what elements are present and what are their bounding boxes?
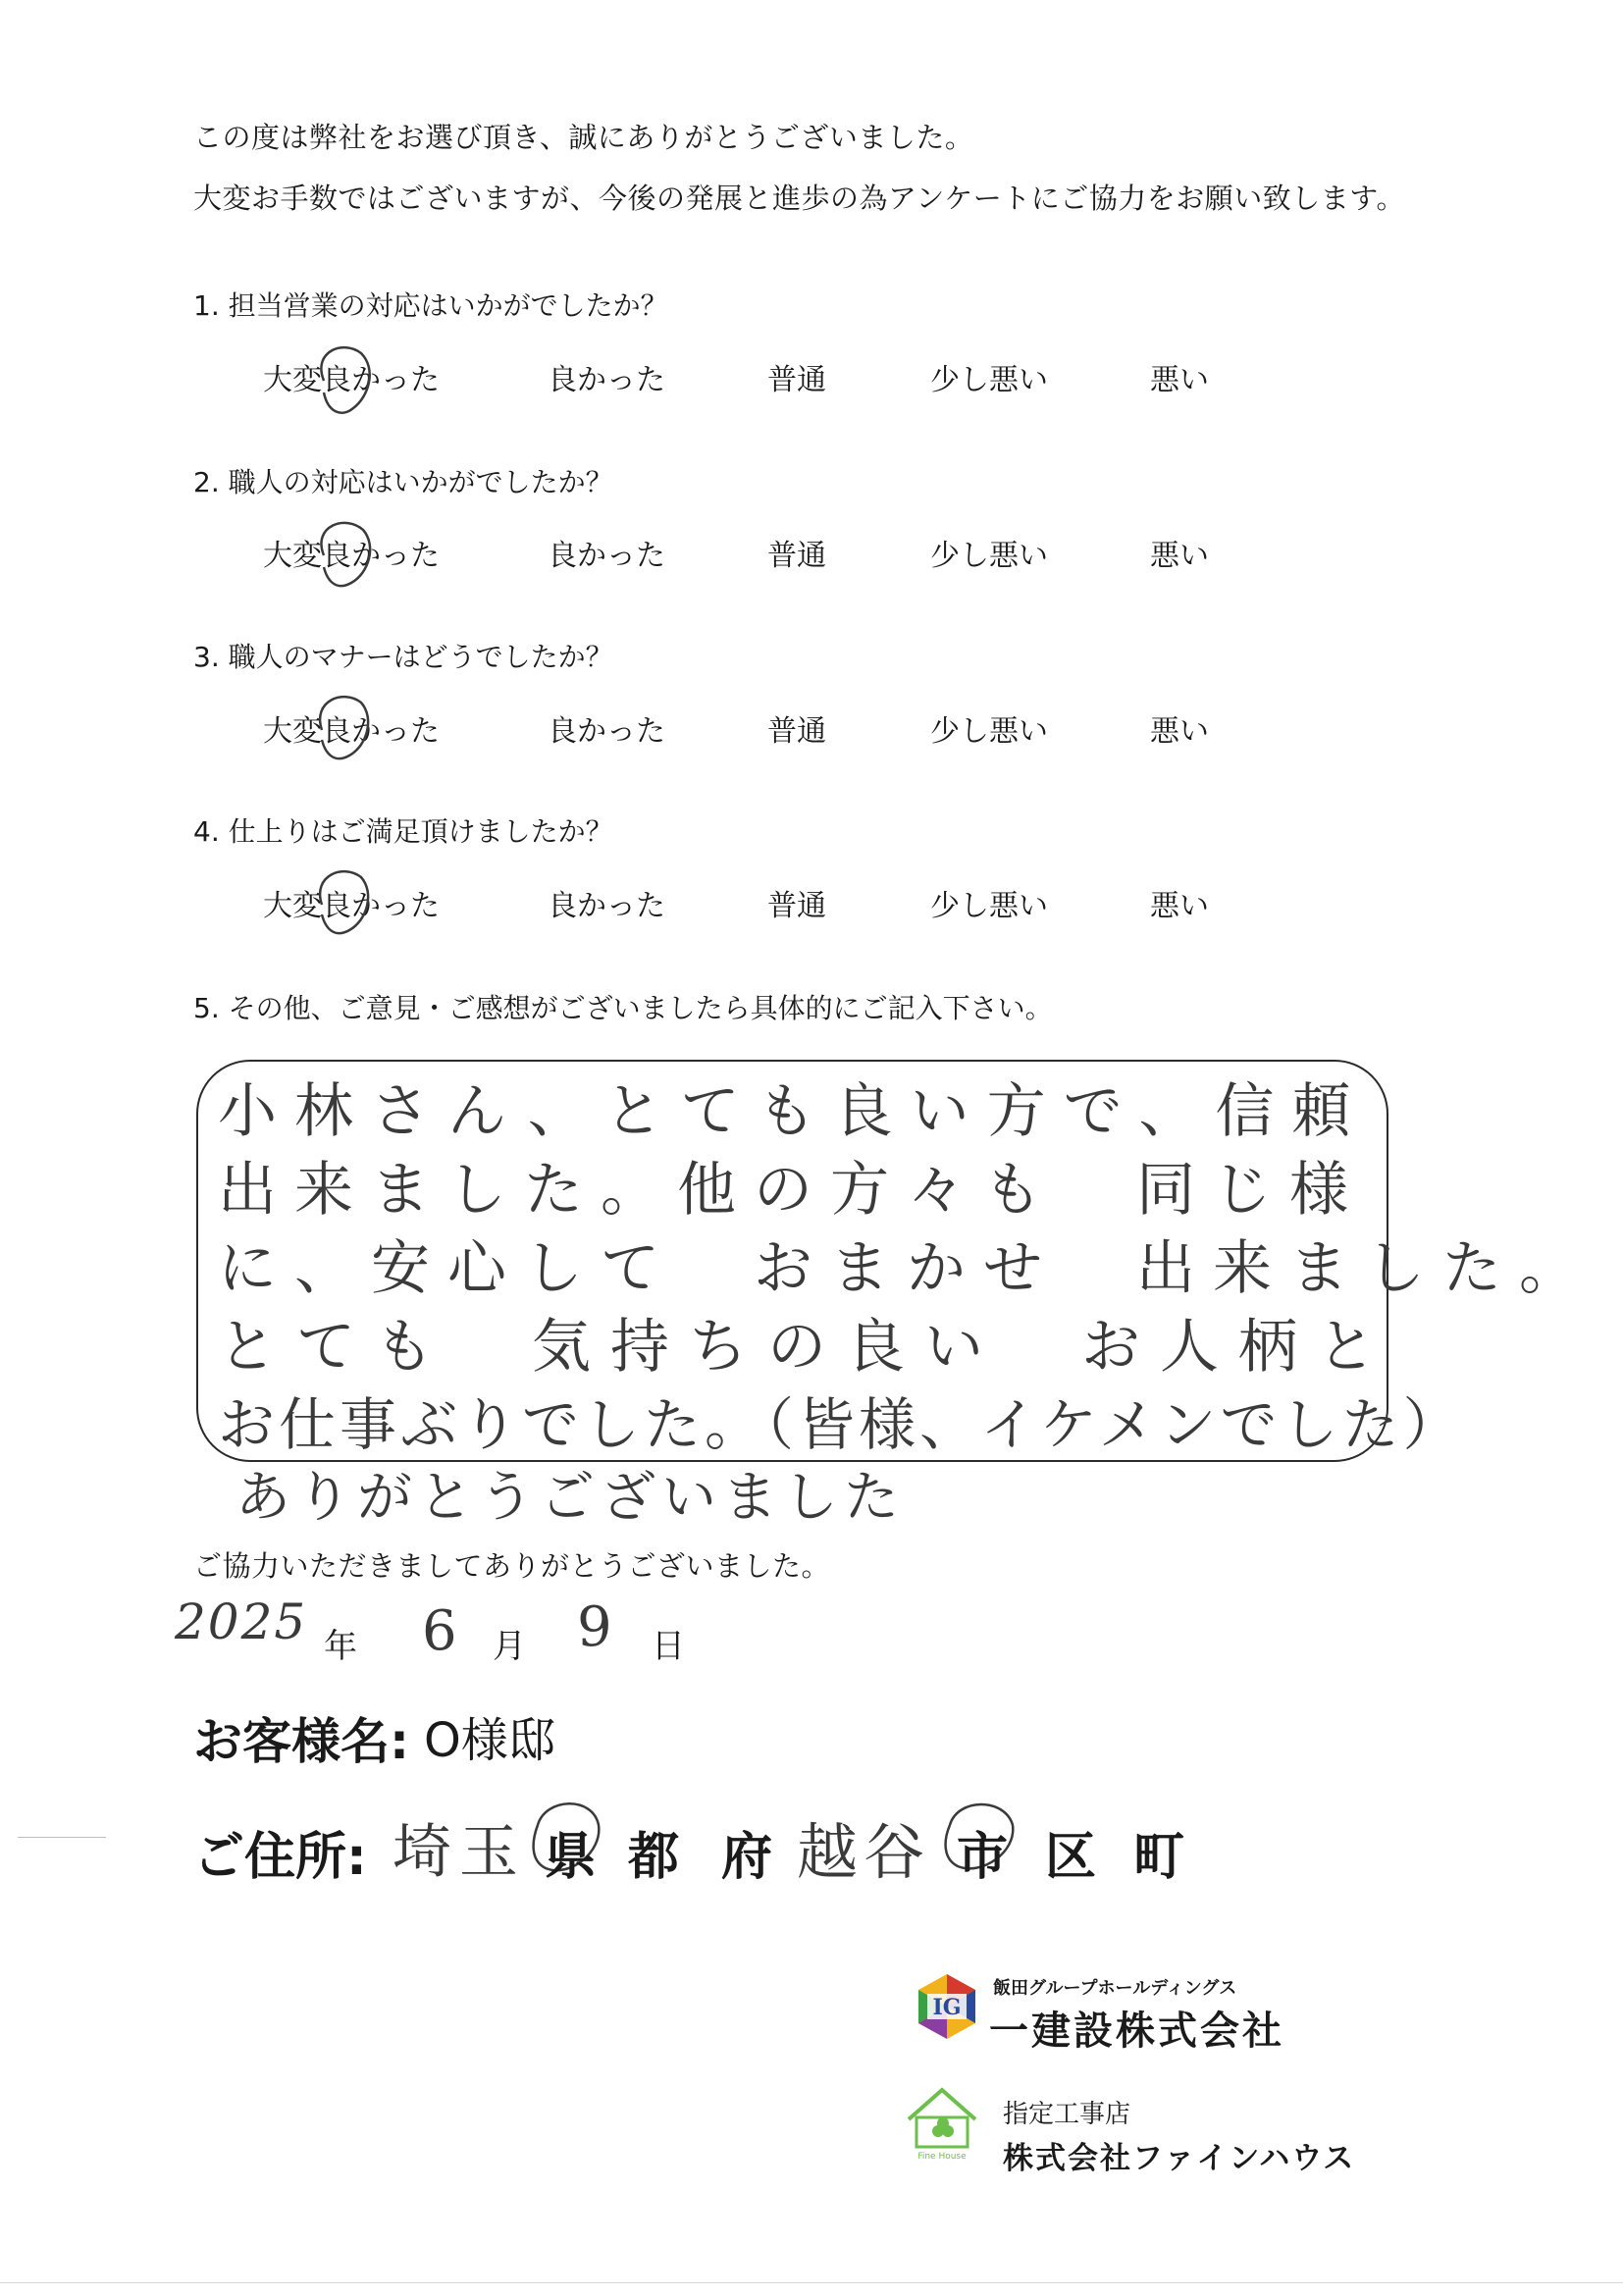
fine-house-logo-icon <box>903 2082 981 2161</box>
q4-option-slightly-bad[interactable]: 少し悪い <box>930 889 1048 923</box>
customer-name-label: お客様名: <box>193 1713 409 1770</box>
pref-option-to[interactable]: 都 <box>628 1828 680 1887</box>
scan-edge-line <box>0 2282 1623 2283</box>
q3-option-average[interactable]: 普通 <box>767 714 826 749</box>
address-city-value[interactable]: 越谷 <box>797 1816 931 1888</box>
comment-line-1: 小林さん、とても良い方で、信頼 <box>218 1077 1369 1146</box>
ig-mark-text: IG <box>932 1995 962 2020</box>
q4-option-very-good[interactable]: 大変良かった <box>263 889 440 923</box>
city-option-ku[interactable]: 区 <box>1045 1828 1097 1887</box>
comment-line-6: ありがとうございました <box>236 1466 905 1530</box>
q1-option-very-good[interactable]: 大変良かった <box>263 363 440 397</box>
intro-line-2: 大変お手数ではございますが、今後の発展と進歩の為アンケートにご協力をお願い致します。 <box>193 182 1405 215</box>
q1-selection-circle <box>321 347 369 413</box>
q2-option-bad[interactable]: 悪い <box>1150 539 1209 573</box>
date-month-label: 月 <box>493 1627 526 1666</box>
city-option-machi[interactable]: 町 <box>1133 1828 1185 1887</box>
fine-company-name: 株式会社ファインハウス <box>1003 2141 1356 2176</box>
q2-option-average[interactable]: 普通 <box>767 539 826 573</box>
date-day-label: 日 <box>652 1627 685 1666</box>
q3-option-slightly-bad[interactable]: 少し悪い <box>930 714 1048 749</box>
q4-option-bad[interactable]: 悪い <box>1150 889 1209 923</box>
address-pref-value[interactable]: 埼玉 <box>393 1818 526 1887</box>
question-2-label: 2. 職人の対応はいかがでしたか？ <box>193 466 613 498</box>
city-option-shi[interactable]: 市 <box>957 1828 1009 1887</box>
comment-line-2: 出来ました。他の方々も 同じ様 <box>218 1156 1366 1225</box>
fine-mark-text: Fine House <box>917 2152 967 2161</box>
q2-option-very-good[interactable]: 大変良かった <box>263 539 440 573</box>
customer-name-value[interactable]: O様邸 <box>424 1713 555 1768</box>
date-year-label: 年 <box>324 1627 357 1666</box>
q3-option-very-good[interactable]: 大変良かった <box>263 714 440 749</box>
q1-option-good[interactable]: 良かった <box>548 363 665 397</box>
designated-label: 指定工事店 <box>1003 2100 1131 2129</box>
q4-option-average[interactable]: 普通 <box>767 889 826 923</box>
intro-line-1: この度は弊社をお選び頂き、誠にありがとうございました。 <box>193 121 974 154</box>
q4-option-good[interactable]: 良かった <box>548 889 665 923</box>
comment-line-5: お仕事ぶりでした。（皆様、イケメンでした） <box>218 1391 1464 1458</box>
q3-option-good[interactable]: 良かった <box>548 714 665 749</box>
question-5-label: 5. その他、ご意見・ご感想がございましたら具体的にご記入下さい。 <box>193 992 1053 1024</box>
q2-option-slightly-bad[interactable]: 少し悪い <box>930 539 1048 573</box>
date-day-value[interactable]: 9 <box>577 1595 612 1659</box>
q2-selection-circle <box>321 523 370 586</box>
stray-mark <box>18 1837 106 1838</box>
thanks-text: ご協力いただきましてありがとうございました。 <box>193 1549 831 1583</box>
question-1-label: 1. 担当営業の対応はいかがでしたか？ <box>193 289 668 322</box>
date-month-value[interactable]: 6 <box>422 1599 457 1663</box>
comment-line-4: とても 気持ちの良い お人柄と <box>218 1313 1395 1382</box>
q3-option-bad[interactable]: 悪い <box>1150 714 1209 749</box>
q1-option-average[interactable]: 普通 <box>767 363 826 397</box>
q4-selection-circle <box>320 871 368 933</box>
date-year-value[interactable]: 2025 <box>175 1593 308 1650</box>
q2-option-good[interactable]: 良かった <box>548 539 665 573</box>
question-4-label: 4. 仕上りはご満足頂けましたか？ <box>193 815 613 848</box>
address-label: ご住所: <box>193 1828 367 1887</box>
q1-option-slightly-bad[interactable]: 少し悪い <box>930 363 1048 397</box>
company-name: 一建設株式会社 <box>989 2008 1284 2054</box>
q3-selection-circle <box>320 697 368 758</box>
comment-line-3: に、安心して おまかせ 出来ました。 <box>218 1234 1596 1303</box>
ig-logo-icon <box>913 1972 981 2041</box>
question-3-label: 3. 職人のマナーはどうでしたか？ <box>193 641 613 673</box>
group-name: 飯田グループホールディングス <box>993 1978 1237 1999</box>
q1-option-bad[interactable]: 悪い <box>1150 363 1209 397</box>
pref-option-ken[interactable]: 県 <box>545 1828 597 1887</box>
pref-option-fu[interactable]: 府 <box>721 1828 773 1887</box>
